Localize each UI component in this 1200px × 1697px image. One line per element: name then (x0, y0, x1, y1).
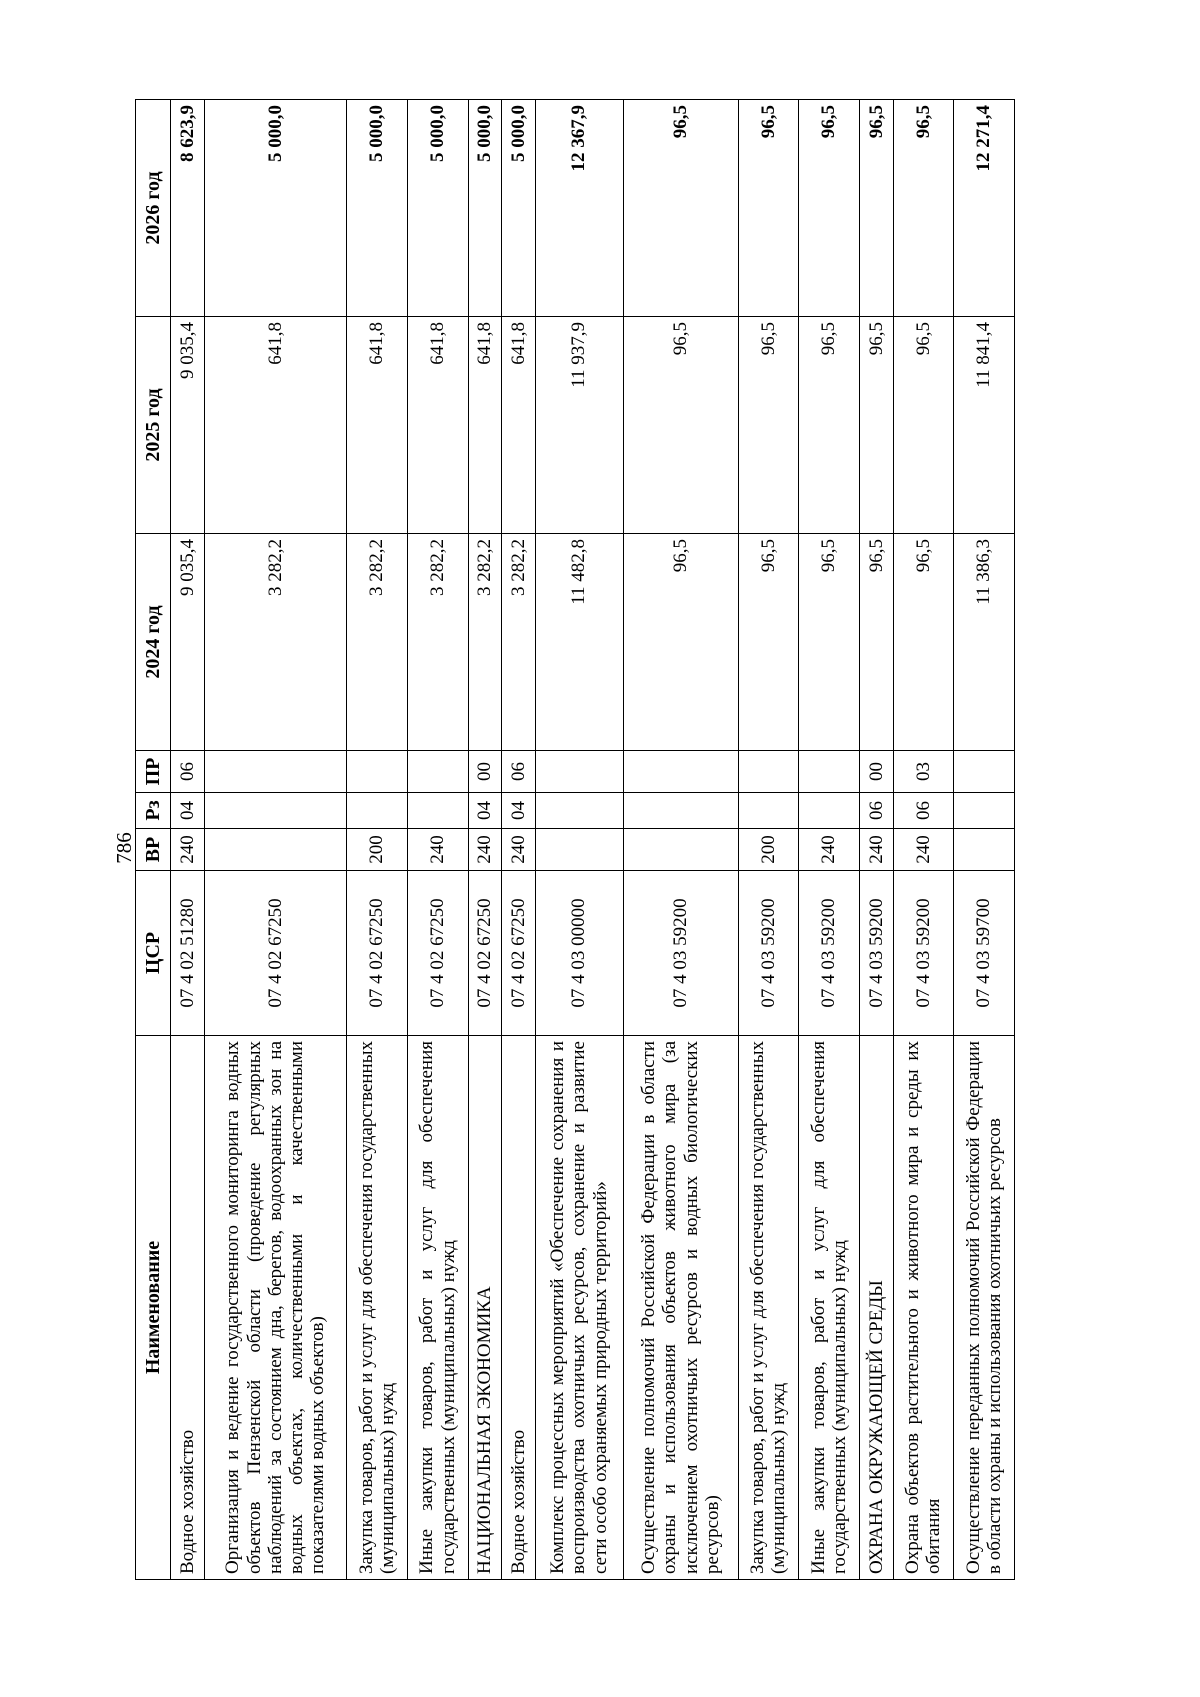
table-row (738, 100, 799, 1580)
row-csr: 07 4 02 67250 (204, 871, 346, 1036)
row-name: НАЦИОНАЛЬНАЯ ЭКОНОМИКА (468, 1036, 502, 1580)
row-rz: 04 (502, 793, 536, 829)
row-2024: 96,5 (859, 534, 893, 751)
table-row (171, 100, 205, 1580)
table-row (468, 100, 502, 1580)
row-2026: 96,5 (623, 100, 738, 317)
row-pr (623, 751, 738, 793)
row-2024: 11 482,8 (535, 534, 623, 751)
row-pr: 00 (859, 751, 893, 793)
row-pr (204, 751, 346, 793)
row-2024: 9 035,4 (171, 534, 205, 751)
row-2024: 11 386,3 (954, 534, 1015, 751)
row-2026: 96,5 (893, 100, 954, 317)
header-csr: ЦСР (136, 871, 171, 1036)
row-2025: 641,8 (347, 317, 408, 534)
row-pr (535, 751, 623, 793)
row-2026: 5 000,0 (204, 100, 346, 317)
row-vr: 240 (893, 829, 954, 871)
row-pr (347, 751, 408, 793)
row-csr: 07 4 02 51280 (171, 871, 205, 1036)
row-rz (623, 793, 738, 829)
row-2026: 5 000,0 (407, 100, 468, 317)
header-vr: ВР (136, 829, 171, 871)
row-pr: 00 (468, 751, 502, 793)
row-csr: 07 4 02 67250 (502, 871, 536, 1036)
row-vr: 240 (468, 829, 502, 871)
row-vr (535, 829, 623, 871)
table-row (407, 100, 468, 1580)
row-2026: 8 623,9 (171, 100, 205, 317)
row-pr: 06 (171, 751, 205, 793)
table-row (954, 100, 1015, 1580)
row-2026: 5 000,0 (347, 100, 408, 317)
row-csr: 07 4 03 59200 (859, 871, 893, 1036)
row-vr: 240 (799, 829, 860, 871)
row-2026: 5 000,0 (468, 100, 502, 317)
row-csr: 07 4 03 59200 (738, 871, 799, 1036)
row-2024: 3 282,2 (468, 534, 502, 751)
row-vr (623, 829, 738, 871)
table-row (799, 100, 860, 1580)
table-row (893, 100, 954, 1580)
row-2026: 96,5 (738, 100, 799, 317)
row-vr: 200 (738, 829, 799, 871)
row-2026: 5 000,0 (502, 100, 536, 317)
header-2025: 2025 год (136, 317, 171, 534)
row-name: ОХРАНА ОКРУЖАЮЩЕЙ СРЕДЫ (859, 1036, 893, 1580)
row-vr (204, 829, 346, 871)
row-csr: 07 4 03 59700 (954, 871, 1015, 1036)
header-pr: ПР (136, 751, 171, 793)
row-rz: 04 (171, 793, 205, 829)
row-rz (407, 793, 468, 829)
row-2025: 641,8 (502, 317, 536, 534)
row-2025: 11 841,4 (954, 317, 1015, 534)
row-vr: 200 (347, 829, 408, 871)
row-name: Иные закупки товаров, работ и услуг для обеспечения государственных (муниципальных) нужд (407, 1036, 468, 1580)
budget-table (135, 99, 1015, 1580)
row-vr: 240 (407, 829, 468, 871)
row-2026: 96,5 (859, 100, 893, 317)
row-name: Закупка товаров, работ и услуг для обеспечения государственных (муниципальных) нужд (347, 1036, 408, 1580)
row-2025: 9 035,4 (171, 317, 205, 534)
row-pr (738, 751, 799, 793)
row-name: Водное хозяйство (502, 1036, 536, 1580)
row-2024: 96,5 (799, 534, 860, 751)
row-csr: 07 4 03 59200 (799, 871, 860, 1036)
row-csr: 07 4 02 67250 (468, 871, 502, 1036)
header-2024: 2024 год (136, 534, 171, 751)
row-rz (535, 793, 623, 829)
row-name: Водное хозяйство (171, 1036, 205, 1580)
row-rz (738, 793, 799, 829)
row-csr: 07 4 02 67250 (347, 871, 408, 1036)
budget-table-rotated (135, 100, 1015, 1580)
row-2025: 11 937,9 (535, 317, 623, 534)
row-rz (347, 793, 408, 829)
row-rz: 06 (859, 793, 893, 829)
row-pr (407, 751, 468, 793)
row-2024: 3 282,2 (347, 534, 408, 751)
row-name: Осуществление переданных полномочий Российской Федерации в области охраны и использования охотничьих ресурсов (954, 1036, 1015, 1580)
row-rz (799, 793, 860, 829)
row-pr (799, 751, 860, 793)
row-2024: 96,5 (893, 534, 954, 751)
row-rz (954, 793, 1015, 829)
row-2025: 96,5 (859, 317, 893, 534)
row-vr: 240 (859, 829, 893, 871)
row-vr (954, 829, 1015, 871)
row-2024: 96,5 (738, 534, 799, 751)
header-name: Наименование (136, 1036, 171, 1580)
row-csr: 07 4 03 59200 (893, 871, 954, 1036)
row-2026: 96,5 (799, 100, 860, 317)
row-rz: 06 (893, 793, 954, 829)
table-row (623, 100, 738, 1580)
row-2025: 641,8 (468, 317, 502, 534)
row-2026: 12 367,9 (535, 100, 623, 317)
row-name: Организация и ведение государственного мониторинга водных объектов Пензенской области (проведение регулярных наблюдений за состоянием дна, берегов, водоохранных зон на водных объектах, количественными и качественными показателями водных объектов) (204, 1036, 346, 1580)
row-vr: 240 (171, 829, 205, 871)
row-pr: 03 (893, 751, 954, 793)
row-2024: 96,5 (623, 534, 738, 751)
row-name: Комплекс процессных мероприятий «Обеспечение сохранения и воспроизводства охотничьих ресурсов, сохранение и развитие сети особо охраняемых природных территорий» (535, 1036, 623, 1580)
table-row (347, 100, 408, 1580)
row-csr: 07 4 03 00000 (535, 871, 623, 1036)
table-row (502, 100, 536, 1580)
row-name: Осуществление полномочий Российской Федерации в области охраны и использования объектов животного мира (за исключением охотничьих ресурсов и водных биологических ресурсов) (623, 1036, 738, 1580)
row-2025: 641,8 (407, 317, 468, 534)
table-row (204, 100, 346, 1580)
table-row (859, 100, 893, 1580)
table-header-row (136, 100, 171, 1580)
row-name: Охрана объектов растительного и животного мира и среды их обитания (893, 1036, 954, 1580)
row-rz (204, 793, 346, 829)
header-2026: 2026 год (136, 100, 171, 317)
row-2025: 96,5 (738, 317, 799, 534)
row-pr: 06 (502, 751, 536, 793)
row-2026: 12 271,4 (954, 100, 1015, 317)
row-vr: 240 (502, 829, 536, 871)
row-2024: 3 282,2 (407, 534, 468, 751)
row-2024: 3 282,2 (502, 534, 536, 751)
row-csr: 07 4 02 67250 (407, 871, 468, 1036)
row-2025: 641,8 (204, 317, 346, 534)
table-row (535, 100, 623, 1580)
row-2024: 3 282,2 (204, 534, 346, 751)
row-2025: 96,5 (893, 317, 954, 534)
page-number: 786 (112, 832, 136, 864)
header-rz: Рз (136, 793, 171, 829)
row-csr: 07 4 03 59200 (623, 871, 738, 1036)
row-2025: 96,5 (623, 317, 738, 534)
row-2025: 96,5 (799, 317, 860, 534)
row-pr (954, 751, 1015, 793)
row-name: Иные закупки товаров, работ и услуг для обеспечения государственных (муниципальных) нужд (799, 1036, 860, 1580)
row-rz: 04 (468, 793, 502, 829)
row-name: Закупка товаров, работ и услуг для обеспечения государственных (муниципальных) нужд (738, 1036, 799, 1580)
